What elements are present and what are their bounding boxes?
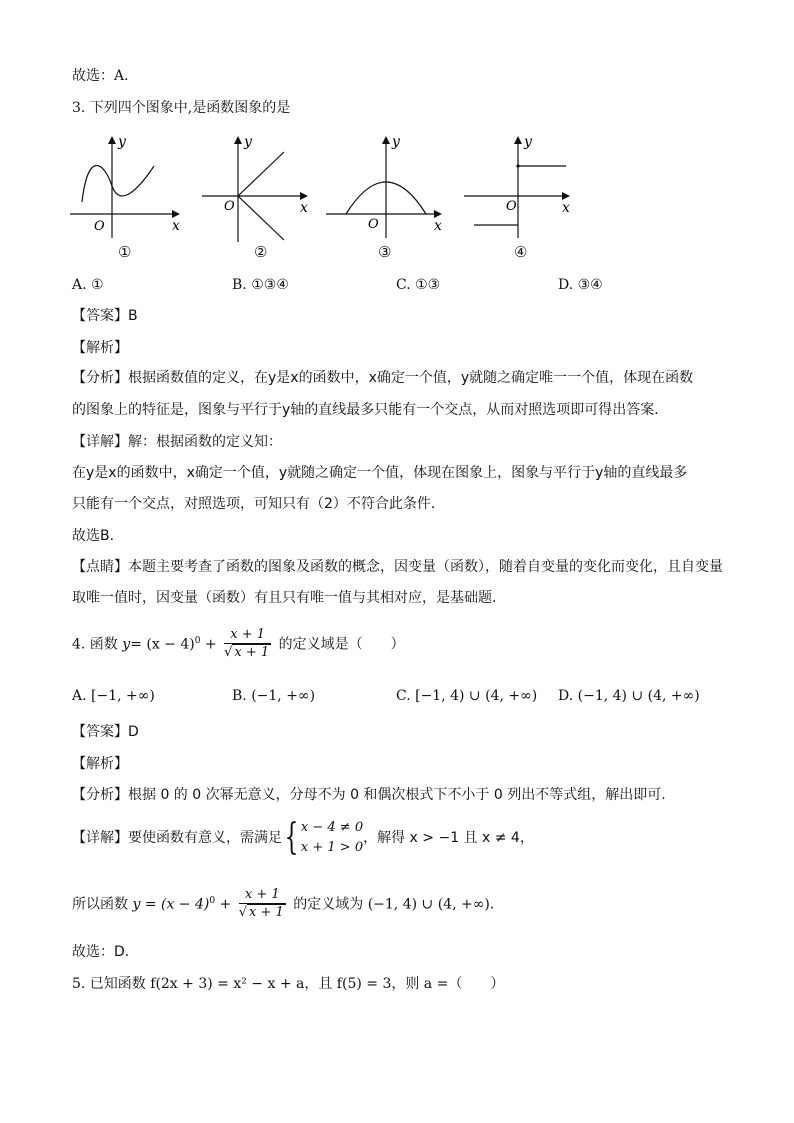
conclusion-fraction xyxy=(239,887,286,922)
brace: { xyxy=(284,817,299,858)
question-3: 3. 下列四个图象中,是函数图象的是 xyxy=(72,100,291,116)
q4-option-a: A. [−1, +∞) xyxy=(72,688,155,704)
x-arrow xyxy=(434,210,442,218)
q4-y: y xyxy=(122,636,131,653)
graph-label-1: ① xyxy=(118,243,132,261)
detail-3-line1: 【详解】解：根据函数的定义知： xyxy=(72,434,282,450)
graph-3 xyxy=(322,130,450,240)
ray-down xyxy=(238,196,284,240)
detail-4-suffix: ，解得 x > −1 且 x ≠ 4， xyxy=(363,830,534,846)
conclusion-radicand: x + 1 xyxy=(249,905,284,921)
question-5: 5. 已知函数 f(2x + 3) = x² − x + a，且 f(5) = 3，则 a =（ ） xyxy=(72,976,505,992)
ineq-1: x − 4 ≠ 0 xyxy=(300,820,364,835)
choose-3: 故选B． xyxy=(72,528,124,544)
graph-label-3: ③ xyxy=(378,243,392,261)
detail-3-line3: 只能有一个交点，对照选项，可知只有（2）不符合此条件． xyxy=(72,496,445,512)
y-arrow xyxy=(514,136,522,144)
note-3-line2: 取唯一值时，因变量（函数）有且只有唯一值与其相对应，是基础题． xyxy=(72,590,506,606)
conclusion-plus: + xyxy=(219,896,232,913)
q3-option-c: C. ①③ xyxy=(396,277,441,293)
answer-4: 【答案】D xyxy=(72,724,139,740)
conclusion-expr: y = (x − 4) xyxy=(132,896,210,913)
inequality-system xyxy=(301,818,363,858)
q4-expr: = (x − 4) xyxy=(130,636,195,653)
q4-prefix: 4. 函数 xyxy=(72,636,118,653)
analysis-header-4: 【解析】 xyxy=(72,756,128,772)
q4-radicand: x + 1 xyxy=(234,645,270,661)
graph-label-4: ④ xyxy=(514,243,528,261)
y-label: y xyxy=(524,134,532,150)
x-label: x xyxy=(300,200,308,216)
origin-label: O xyxy=(368,217,379,232)
q4-option-b: B. (−1, +∞) xyxy=(232,688,316,704)
curve xyxy=(82,165,154,202)
origin-label: O xyxy=(506,199,517,214)
q4-option-c: C. [−1, 4) ∪ (4, +∞) xyxy=(396,688,538,704)
graph-1 xyxy=(68,130,186,240)
q4-denominator: √ x + 1 xyxy=(224,645,270,661)
x-label: x xyxy=(562,200,570,216)
x-label: x xyxy=(434,218,442,234)
line-answer-a: 故选：A． xyxy=(72,68,139,84)
note-3-line1: 【点睛】本题主要考查了函数的图象及函数的概念，因变量（函数），随着自变量的变化而变化，且自变量 xyxy=(72,559,723,575)
q3-option-a: A. ① xyxy=(72,277,104,293)
q4-fraction xyxy=(224,627,271,662)
y-arrow xyxy=(382,136,390,144)
conclusion-suffix: 的定义域为 (−1, 4) ∪ (4, +∞). xyxy=(293,896,495,913)
x-arrow xyxy=(562,192,570,200)
origin-label: O xyxy=(224,199,235,214)
y-arrow xyxy=(108,136,116,144)
analysis-4: 【分析】根据 0 的 0 次幂无意义，分母不为 0 和偶次根式下不小于 0 列出不等式组，解出即可. xyxy=(72,787,666,803)
conclusion-exp: 0 xyxy=(209,896,216,906)
q3-option-d: D. ③④ xyxy=(558,277,603,293)
conclusion-4 xyxy=(72,886,494,922)
q4-option-d: D. (−1, 4) ∪ (4, +∞) xyxy=(558,688,700,704)
analysis-3-line1: 【分析】根据函数值的定义，在y是x的函数中，x确定一个值，y就随之确定唯一一个值，体现在函数 xyxy=(72,370,694,386)
question-4 xyxy=(72,626,405,662)
x-label: x xyxy=(172,218,180,234)
ineq-2: x + 1 > 0 xyxy=(300,840,364,855)
graph-2 xyxy=(202,130,320,246)
detail-3-line2: 在y是x的函数中，x确定一个值，y就随之确定一个值，体现在图象上，图象与平行于y轴的直线最多 xyxy=(72,465,688,481)
detail-4 xyxy=(72,816,534,860)
choose-4: 故选：D. xyxy=(72,944,130,960)
upper-endpoint xyxy=(516,164,519,167)
y-label: y xyxy=(244,134,252,150)
answer-3: 【答案】B xyxy=(72,308,138,324)
graph-label-2: ② xyxy=(254,243,268,261)
q4-suffix: 的定义域是（ ） xyxy=(278,636,405,653)
x-arrow xyxy=(172,210,180,218)
q4-numerator: x + 1 xyxy=(224,627,271,644)
origin-label: O xyxy=(94,219,105,234)
q3-option-b: B. ①③④ xyxy=(232,277,289,293)
conclusion-numerator: x + 1 xyxy=(239,887,286,904)
q4-plus: + xyxy=(204,636,217,653)
detail-4-prefix: 【详解】要使函数有意义，需满足 xyxy=(72,830,282,846)
graph-4 xyxy=(462,130,580,240)
conclusion-prefix: 所以函数 xyxy=(72,896,128,913)
y-label: y xyxy=(118,134,126,150)
y-arrow xyxy=(234,136,242,144)
y-label: y xyxy=(392,134,400,150)
conclusion-denominator: √ x + 1 xyxy=(238,905,284,921)
analysis-3-line2: 的图象上的特征是，图象与平行于y轴的直线最多只能有一个交点，从而对照选项即可得出答案． xyxy=(72,402,669,418)
q4-exp: 0 xyxy=(194,636,201,646)
analysis-header-3: 【解析】 xyxy=(72,340,128,356)
ray-up xyxy=(238,152,284,196)
x-arrow xyxy=(300,192,308,200)
